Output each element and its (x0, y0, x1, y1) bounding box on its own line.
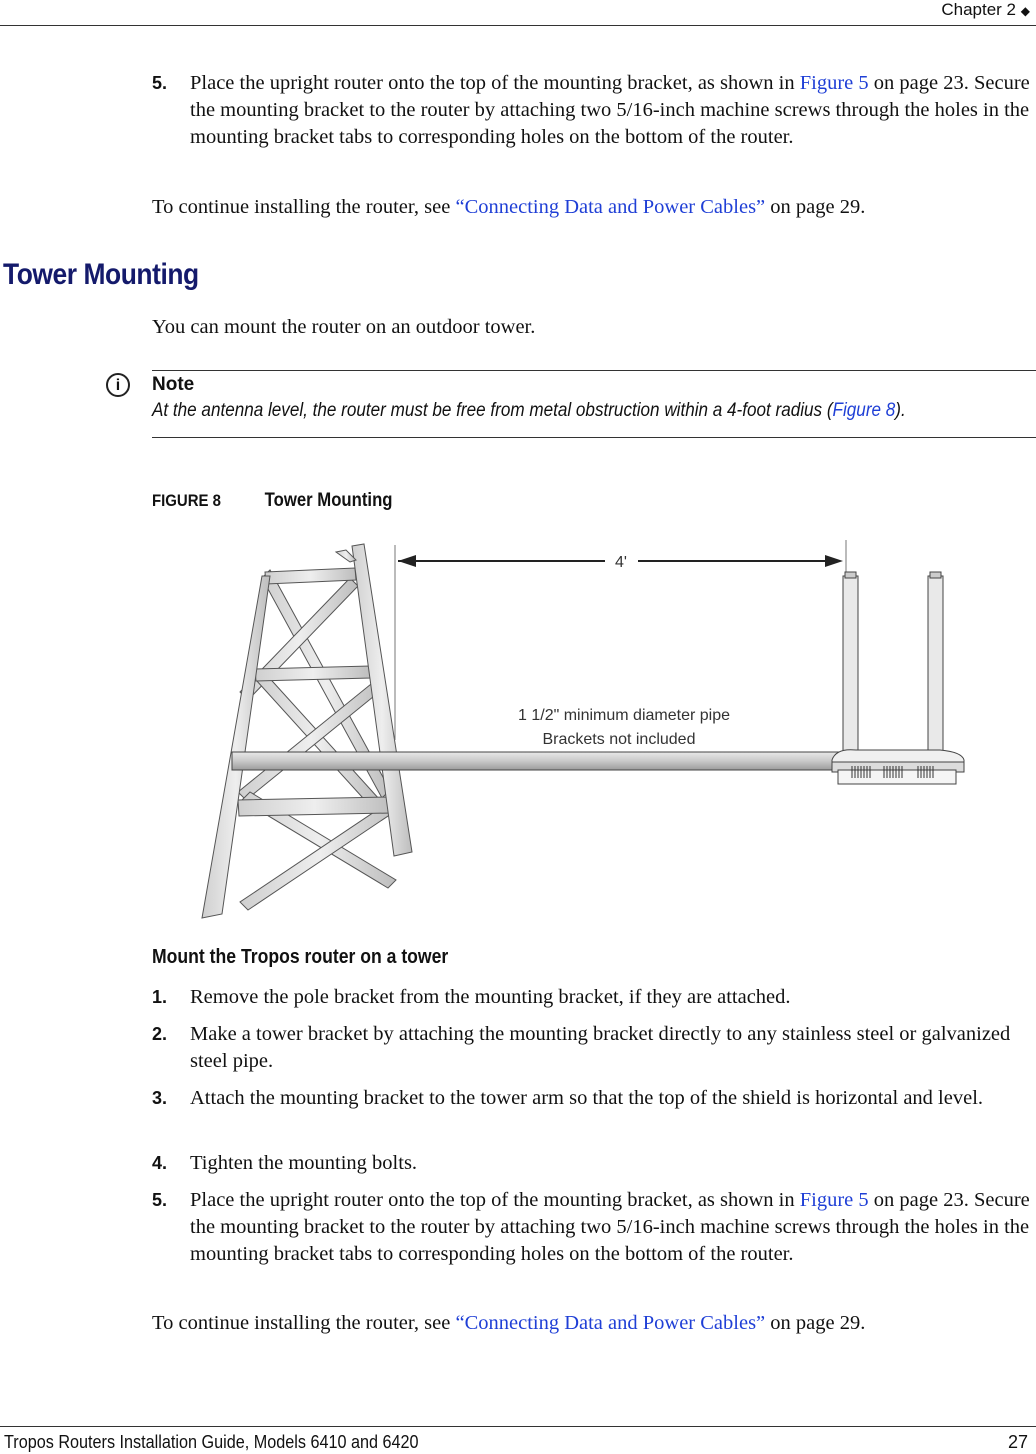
procedure-step-2 (152, 1021, 1032, 1075)
step-number: 3. (152, 1088, 168, 1108)
step-number: 1. (152, 987, 168, 1007)
chapter-label: Chapter 2 (941, 0, 1017, 19)
dimension-label: 4' (615, 554, 627, 571)
step-text: Attach the mounting bracket to the tower arm so that the top of the shield is horizontal and level. (190, 1087, 984, 1109)
footer-title: Tropos Routers Installation Guide, Models 6410 and 6420 (4, 1432, 419, 1452)
footer-rule (0, 1426, 1036, 1427)
step-text-part: on page 23. Secure the mounting bracket to the router by attaching two 5/16-inch machine screws through the holes in the mounting bracket tabs to corresponding holes on the bottom of the router. (190, 1189, 1030, 1265)
step-text-part: Place the upright router onto the top of the mounting bracket, as shown in (190, 72, 800, 94)
figure-5-link[interactable]: Figure 5 (799, 72, 869, 94)
note-bottom-rule (152, 437, 1036, 438)
page-number: 27 (1007, 1432, 1028, 1452)
note-text-part: At the antenna level, the router must be free from metal obstruction within a 4-foot radius ( (152, 400, 833, 421)
connecting-cables-link[interactable]: “Connecting Data and Power Cables” (455, 1312, 766, 1334)
step-text: Make a tower bracket by attaching the mounting bracket directly to any stainless steel or galvanized steel pipe. (190, 1023, 1011, 1072)
step-number: 5. (152, 73, 168, 93)
figure-caption (152, 490, 393, 512)
figure-5-link[interactable]: Figure 5 (799, 1189, 869, 1211)
para-text: To continue installing the router, see (152, 196, 456, 218)
running-header (941, 0, 1030, 20)
step-number: 4. (152, 1153, 168, 1173)
mounting-pipe (232, 752, 842, 770)
step-text (190, 1187, 1032, 1268)
step-text: Remove the pole bracket from the mounting bracket, if they are attached. (190, 986, 791, 1008)
figure-label: FIGURE 8 (152, 491, 221, 510)
note-label: Note (152, 374, 195, 395)
para-text: on page 29. (765, 1312, 866, 1334)
continue-paragraph-1 (152, 194, 1032, 221)
bracket-label: Brackets not included (542, 731, 696, 748)
header-rule (0, 25, 1036, 26)
figure-8-link[interactable]: Figure 8 (832, 400, 896, 421)
connecting-cables-link[interactable]: “Connecting Data and Power Cables” (455, 196, 766, 218)
tower-structure (202, 544, 412, 918)
step-text (190, 70, 1032, 151)
procedure-step-5 (152, 1187, 1032, 1268)
para-text: on page 29. (765, 196, 866, 218)
step-number: 5. (152, 1190, 168, 1210)
note-top-rule (152, 370, 1036, 371)
note-text (152, 400, 906, 422)
note-text-part: ). (895, 400, 906, 421)
procedure-step-3 (152, 1085, 1032, 1112)
procedure-step-4 (152, 1150, 1032, 1177)
diamond-icon: ◆ (1020, 4, 1030, 18)
section-title: Tower Mounting (3, 258, 199, 291)
para-text: To continue installing the router, see (152, 1312, 456, 1334)
section-intro: You can mount the router on an outdoor tower. (152, 316, 536, 338)
continue-paragraph-2 (152, 1310, 1032, 1337)
step-text-part: on page 23. Secure the mounting bracket to the router by attaching two 5/16-inch machine screws through the holes in the mounting bracket tabs to corresponding holes on the bottom of the router. (190, 72, 1030, 148)
tower-mounting-illustration (195, 536, 975, 926)
top-step-5 (152, 70, 1032, 151)
router-unit (832, 572, 964, 784)
info-icon: i (106, 373, 130, 397)
step-number: 2. (152, 1024, 168, 1044)
pipe-label: 1 1/2" minimum diameter pipe (518, 707, 730, 724)
procedure-step-1 (152, 984, 1032, 1011)
figure-title: Tower Mounting (264, 490, 393, 511)
step-text-part: Place the upright router onto the top of the mounting bracket, as shown in (190, 1189, 800, 1211)
procedure-title: Mount the Tropos router on a tower (152, 946, 449, 968)
step-text: Tighten the mounting bolts. (190, 1152, 418, 1174)
